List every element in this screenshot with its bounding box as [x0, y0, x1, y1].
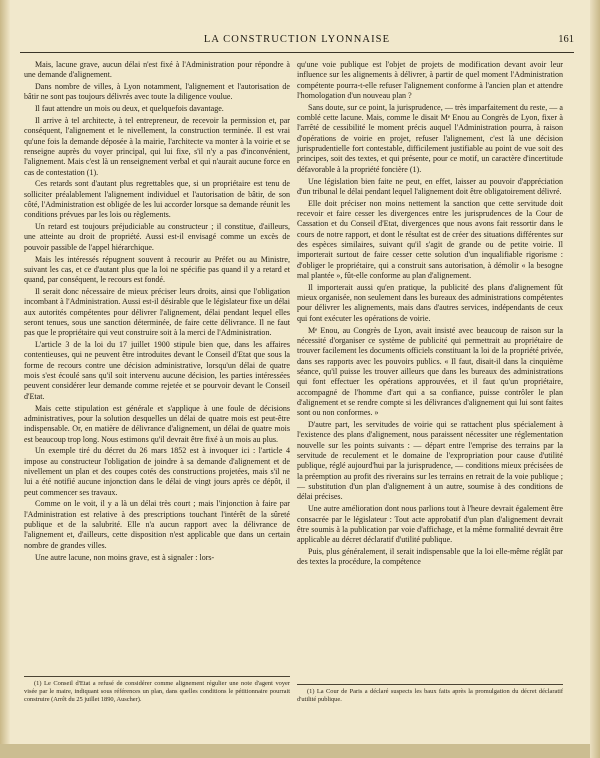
paragraph: Puis, plus généralement, il serait indispensable que la loi elle-même réglât par des textes la procédure, la compétence — [297, 546, 563, 567]
paragraph: Il arrive à tel architecte, à tel entrepreneur, de recevoir la permission et, par conséquent, l'alignement et le nivellement, la construction terminée. Il est vrai qu'une fois la demande déposée à la mairie, l'architecte va monter à la voirie et se renseigne auprès du voyer principal, qui lui fixe, s'il n'y a pas d'inconvénient, l'alignement. Mais c'est là un renseignement verbal et qui n'aurait aucune force en cas de contestation (1). — [24, 115, 290, 177]
footnote-text: (1) Le Conseil d'Etat a refusé de considérer comme alignement régulier une note d'agent voyer visée par le maire, indiquant sous références un plan, dans quelles conditions le pétitionnaire pourrait construire (Arrêt du 25 juillet 1890, Auscher). — [24, 680, 290, 703]
paragraph: Mᵉ Enou, au Congrès de Lyon, avait insisté avec beaucoup de raison sur la nécessité d'organiser ce système de publicité qui permettrait au propriétaire de trouver facilement les documents officiels constituant la loi de la propriété privée, dans ses rapports avec les pouvoirs publics. « Il faut, disait-il dans la cinquième séance, qu'il puisse les trouver ailleurs que dans les bureaux des administrations qui font effectuer les opérations approuvées, et il faut qu'un propriétaire, accompagné de l'homme d'art qui a sa confiance, puisse contrôler le plan d'alignement et se rendre compte si les délivrances d'alignement qui lui sont faites sont ou non conformes. » — [297, 325, 563, 418]
paragraph: Ces retards sont d'autant plus regrettables que, si un propriétaire est tenu de solliciter préalablement l'alignement individuel et l'autorisation de bâtir, de son côté, l'Administration est obligée de les lui accorder lorsque sa demande réunit les conditions prévues par les lois ou règlements. — [24, 179, 290, 220]
paragraph: Une autre lacune, non moins grave, est à signaler : lors- — [35, 552, 215, 562]
paragraph: Une autre amélioration dont nous parlions tout à l'heure devrait également être consacrée par le législateur : Tout acte approbatif d'un plan d'alignement devrait être soumis à la publication par voie d'affichage, et la même formalité devrait être applicable au décret déclaratif d'utilité publique. — [297, 504, 563, 545]
paragraph: Dans nombre de villes, à Lyon notamment, l'alignement et l'autorisation de bâtir ne sont pas toujours délivrés avec toute la diligence voulue. — [24, 82, 290, 102]
paragraph: Il faut attendre un mois ou deux, et quelquefois davantage. — [35, 104, 224, 114]
page-header — [20, 34, 574, 52]
paragraph: Il serait donc nécessaire de mieux préciser leurs droits, ainsi que l'obligation incombant à l'Administration. Aussi est-il désirable que le législateur fixe un délai aux autorités compétentes pour délivrer l'alignement, délai pendant lequel elles seront tenues, sous une sanction déterminée, de faire cette délivrance. Il ne faut pas que le propriétaire qui veut construire soit à la merci de l'Administration. — [24, 286, 290, 338]
page-bottom-edge — [0, 744, 600, 758]
paragraph: Sans doute, sur ce point, la jurisprudence, — très imparfaitement du reste, — a comblé cette lacune. Mais, comme le disait Mᵉ Enou au Congrès de Lyon, fixer à l'arrêté de cessibilité le moment précis auquel l'Administration pourra, à raison d'opérations de voirie en projet, refuser l'alignement, c'est là une décision jurisprudentielle fort contestable, difficilement justifiable au point de vue soit des principes, soit des textes, et qui présente, pour ce motif, un caractère d'incertitude défavorable à la propriété foncière (1). — [297, 102, 563, 174]
paragraph: Mais, lacune grave, aucun délai n'est fixé à l'Administration pour répondre à une demande d'alignement. — [24, 60, 290, 80]
page-number: 161 — [558, 34, 574, 45]
right-footnote — [297, 684, 563, 704]
paragraph: Un retard est toujours préjudiciable au constructeur ; il constitue, d'ailleurs, une atteinte au droit de propriété. Aussi est-il envisagé comme un excès de pouvoir passible de l'appel hiérarchique. — [24, 222, 290, 252]
right-column — [297, 60, 563, 569]
paragraph: Comme on le voit, il y a là un délai très court ; mais l'injonction à faire par l'Administration est relative à des prescriptions touchant l'intérêt de la sûreté publique et de la salubrité. Elle n'a aucun rapport avec la délivrance de l'alignement et, d'ailleurs, cette disposition n'est applicable que dans un certain nombre de grandes villes. — [24, 499, 290, 550]
left-footnote — [24, 676, 290, 703]
paragraph: Un exemple tiré du décret du 26 mars 1852 est à invoquer ici : l'article 4 impose au constructeur l'obligation de joindre à sa demande d'alignement et de nivellement un plan et des coupes cotés des constructions projetées, mais s'il ne lui a été notifié aucune injonction dans le délai de vingt jours après ce dépôt, il peut commencer ses travaux. — [24, 446, 290, 497]
paragraph: L'article 3 de la loi du 17 juillet 1900 stipule bien que, dans les affaires contentieuses, qui ne peuvent être introduites devant le Conseil d'Etat que sous la forme de recours contre une décision administrative, lorsqu'un délai de quatre mois s'est écoulé sans qu'il soit intervenu aucune décision, les parties intéressées peuvent considérer leur demande comme rejetée et se pourvoir devant le Conseil d'Etat. — [24, 340, 290, 401]
left-column — [24, 60, 290, 564]
header-rule — [20, 52, 574, 53]
running-title: LA CONSTRUCTION LYONNAISE — [203, 34, 391, 45]
page-right-edge — [590, 0, 600, 758]
paragraph: Elle doit préciser non moins nettement la sanction que cette servitude doit recevoir et faire cesser les divergences entre les jurisprudences de la Cour de Cassation et du Conseil d'Etat, divergences que nous avons fait ressortir dans le cours de notre rapport, et dont le résultat est de créer des situations différentes sur des espèces similaires, suivant qu'il s'agit de grande ou de petite voirie. Il importerait surtout de faire cesser cette solution d'un inqualifiable rigorisme : d'obliger le propriétaire, qui a construit sans autorisation, à démolir « la besogne mal plantée », fût-elle conforme au plan d'alignement. — [297, 198, 563, 281]
paragraph: qu'une voie publique est l'objet de projets de modification devant avoir leur influence sur les alignements à délivrer, à partir de quel moment l'Administration compétente pourra-t-elle refuser l'alignement conforme à l'ancien plan et attendre l'homologation d'un nouveau plan ? — [297, 60, 563, 101]
paragraph: Il importerait aussi qu'en pratique, la publicité des plans d'alignement fût mieux organisée, non seulement dans les bureaux des administrations compétentes pour délivrer les alignements, mais dans d'autres services, indépendants de ceux qui font exécuter les opérations de voirie. — [297, 282, 563, 323]
paragraph: Mais les intéressés répugnent souvent à recourir au Préfet ou au Ministre, suivant les cas, et ce d'autant plus que la loi ne spécifie pas quand il y a retard et quand, par conséquent, le recours est fondé. — [24, 254, 290, 285]
paragraph: D'autre part, les servitudes de voirie qui se rattachent plus spécialement à l'existence des plans d'alignement, nous paraissent nécessiter une réglementation nouvelle sur les points suivants : — départ entre l'emprise des terrains par la servitude de reculement et le domaine de l'expropriation pour cause d'utilité publique, réglé aujourd'hui par la jurisprudence, — conditions mieux précisées de la préemption au profit des riverains sur les terrains en retrait de la voie publique ; — substitution d'un plan d'alignement à un autre, soumise à des conditions de délai précises. — [297, 420, 563, 502]
paragraph: Mais cette stipulation est générale et s'applique à une foule de décisions administratives, pour la solution desquelles un délai de quatre mois est peut-être indispensable. Or, en matière de délivrance d'alignement, un délai de quatre mois est beaucoup trop long. Nous estimons qu'il devrait être fixé à un mois au plus. — [24, 403, 290, 444]
paragraph: Une législation bien faite ne peut, en effet, laisser au pouvoir d'appréciation d'un tribunal le délai pendant lequel l'alignement doit être obligatoirement délivré. — [297, 176, 563, 196]
footnote-text: (1) La Cour de Paris a déclaré suspects les baux faits après la promulgation du décret déclaratif d'utilité publique. — [297, 688, 563, 703]
